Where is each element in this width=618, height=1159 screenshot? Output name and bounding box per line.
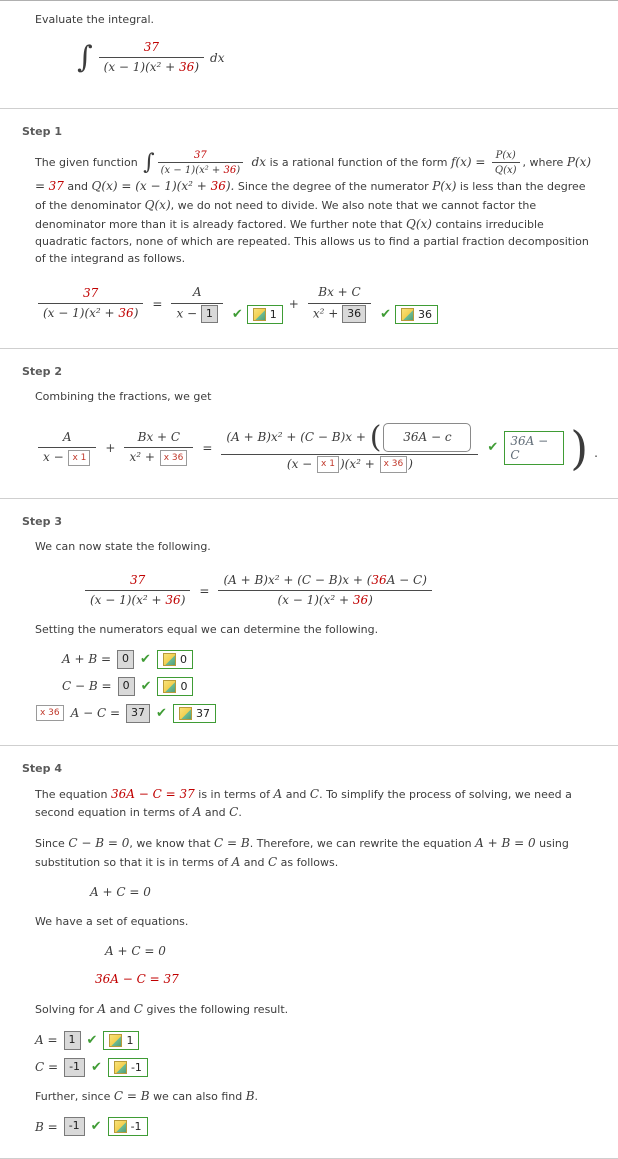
prev-answer-chip: x 1 [68,450,90,466]
text: and [243,855,265,869]
correct-check-icon: ✔ [140,678,152,694]
step4-answer-C [35,1058,598,1077]
equation-lhs: A + B = [62,652,112,667]
correct-check-icon: ✔ [156,705,167,721]
equation-lhs: B = [35,1119,58,1134]
answer-key[interactable] [103,1031,139,1050]
step2-section [0,349,618,497]
text: and [67,180,89,194]
problem-integral [77,38,598,78]
var-A: A [97,1002,107,1017]
text: and [285,787,307,801]
lhs-fraction: $\frac{37}{\text{(x − 1)(x² + 36)}}$ [85,571,190,611]
plus-sign: + [105,440,116,455]
step3-line-1 [62,650,598,669]
math: C = B [214,835,250,850]
answer-input[interactable]: 0 [118,677,135,696]
step4-paragraph-1 [35,785,598,822]
step3-text2: Setting the numerators equal we can determine the following. [35,622,379,636]
prev-answer-chip: x 36 [160,450,188,466]
step3-label: Step 3 [22,514,62,528]
answer-input[interactable]: -1 [64,1058,85,1077]
equals-sign: = [152,296,163,311]
correct-check-icon: ✔ [231,307,243,323]
answer-key-value: 1 [126,1033,134,1047]
answer-key[interactable] [157,677,193,696]
answer-key-icon [253,308,266,321]
step4-paragraph-5 [35,1087,598,1106]
step1-label: Step 1 [22,124,62,138]
text: contains irreducible quadratic factors, none of which are repeated. This allows us to find a partial fraction decomposition of the integrand as follows. [35,217,589,266]
step2-intro: Combining the fractions, we get [35,390,212,404]
math-fx: f(x) = [450,154,486,169]
text: is a rational function of the form [269,155,448,169]
answer-key[interactable] [247,305,283,324]
answer-key[interactable] [157,650,193,669]
text: The given function [35,155,138,169]
text: The equation [35,787,108,801]
step1-decomposition-equation [35,283,598,324]
correct-check-icon: ✔ [90,1119,102,1135]
integral-icon: ∫ [143,149,155,175]
answer-key-value: 37 [195,706,210,720]
value-37: 37 [48,179,64,194]
equation-lhs: A = [35,1033,58,1048]
text: Since [35,836,65,850]
math-px: P(x) [432,179,457,194]
var-C: C [267,854,278,869]
var-C: C [229,805,239,820]
step4-label: Step 4 [22,761,62,775]
math-qx: Q(x) [144,197,171,212]
answer-key-value: 1 [269,308,277,322]
grading-1 [232,305,283,324]
answer-input-large[interactable]: 36A − c [383,423,471,452]
answer-key[interactable] [395,305,438,324]
text: . To simplify the process of solving, we need a second equation in terms of [35,787,572,820]
step1-paragraph [35,148,598,267]
lhs-fraction: $\frac{37}{\text{(x − 1)(x² + 36)}}$ [38,284,143,324]
text: we can also find [153,1089,243,1103]
problem-prompt: Evaluate the integral. [35,13,155,26]
step3-equation [82,571,598,611]
answer-key-value: 0 [179,652,187,666]
answer-input[interactable]: 37 [126,704,150,723]
step1-section [0,109,618,349]
answer-key-icon [163,653,176,666]
answer-key-value: -1 [130,1060,142,1074]
integrand-fraction: $\frac{37}{\text{(x − 1)(x² + 36)}}$ [158,148,243,178]
step4-system-eq-2: 36A − C = 37 [95,972,179,987]
fraction-numerator: 37 [143,40,159,54]
step3-line-2 [62,677,598,696]
math-px: P(x) = [35,154,592,194]
text: using substitution so that it is in terms of [35,836,569,869]
step3-line-3 [35,704,598,723]
step4-paragraph-4 [35,1000,598,1019]
text: , we know that [129,836,211,850]
prev-answer-chip: x 36 [380,456,408,472]
partial-fraction-2: $\frac{Bx + C}{\text{x² + x 36}}$ [124,428,193,468]
text: Further, since [35,1089,111,1103]
answer-key[interactable] [173,704,216,723]
answer-key[interactable] [108,1058,148,1077]
prev-answer-chip: x 1 [317,456,339,472]
answer-input[interactable]: -1 [64,1117,85,1136]
step4-section [0,746,618,1159]
math: C = B [113,1088,150,1103]
answer-key-icon [114,1061,127,1074]
math-qx: Q(x) [406,216,432,231]
text: and [109,1003,131,1017]
var-B: B [245,1088,255,1103]
var-A: A [192,805,202,820]
equation-lhs: A − C = [70,706,121,721]
text: is in terms of [198,787,271,801]
integrand-fraction [99,38,204,78]
prev-answer-chip: x 36 [36,705,64,721]
partial-fraction-2: $\frac{Bx + C}{\text{x² + 36}}$ [308,283,371,324]
correct-check-icon: ✔ [91,1059,102,1075]
problem-section [0,1,618,108]
step4-system-eq-1: A + C = 0 [105,944,166,959]
math: C − B = 0 [68,835,130,850]
text: as follows. [280,855,339,869]
answer-key-icon [163,680,176,693]
answer-input[interactable]: 1 [201,305,218,324]
correct-check-icon: ✔ [86,1032,98,1048]
step4-paragraph-3: We have a set of equations. [35,915,189,929]
text: , where [522,155,564,169]
plus-sign: + [288,296,299,311]
step4-paragraph-2 [35,834,598,871]
correct-check-icon: ✔ [380,307,392,323]
correct-check-icon: ✔ [487,440,499,456]
text: and [204,806,226,820]
text: gives the following result. [146,1003,289,1017]
period: . [594,445,598,460]
equals-sign: = [202,440,213,455]
step3-section [0,499,618,745]
var-A: A [231,854,241,869]
partial-fraction-1: $\frac{A}{x - 1}$ [171,283,222,324]
answer-key-value: 36 [418,308,433,322]
step4-answer-B [35,1117,598,1136]
dx-term: dx [210,50,225,65]
var-C: C [309,786,320,801]
answer-key[interactable] [504,431,564,465]
var-A: A [273,786,283,801]
step4-answer-A [35,1031,598,1050]
text: , we do not need to divide. We also note that we cannot factor the denominator more than it is already factored. We further note that [35,198,537,231]
text: Since the degree of the numerator [237,180,429,194]
answer-key-value: -1 [130,1120,142,1134]
step3-intro: We can now state the following. [35,539,211,553]
rhs-fraction: $\frac{\text{(A + B)x² + (C − B)x + (36A − C)}}{\text{(x − 1)(x² + 36)}}$ [218,571,431,611]
text: . [254,1089,259,1103]
math-qx-def: Q(x) = (x − 1)(x² + 36). [91,179,235,194]
equation-lhs: C = [35,1060,59,1075]
combined-fraction: $\frac{\text{(A + B)x² + (C − B)x + ( 36A − c}}{\text{(x − x 1 )(x² + x 36 )}}$ [221,422,478,474]
answer-key-value: 0 [180,679,188,693]
answer-key[interactable] [108,1117,148,1136]
text: Solving for [35,1003,94,1017]
var-C: C [133,1002,143,1017]
equals-sign: = [199,583,210,598]
equation-lhs: C − B = [62,679,112,694]
step4-substituted-equation: A + C = 0 [90,885,151,900]
close-paren: ) [570,420,589,475]
dx-term: dx [251,154,267,169]
step2-label: Step 2 [22,365,62,379]
integral-icon: ∫ [77,39,93,75]
answer-input[interactable]: 0 [117,650,134,669]
text: . [238,806,242,820]
answer-key-icon [114,1120,127,1133]
answer-key-icon [179,707,192,720]
answer-key-icon [401,308,414,321]
text: . Therefore, we can rewrite the equation [249,836,472,850]
grading-2 [380,305,438,324]
inline-integral [143,148,246,178]
open-paren: ( [369,419,382,455]
answer-key-icon [109,1034,122,1047]
answer-key-value: 36A − C [510,433,549,462]
step2-combined-equation [35,419,598,475]
correct-check-icon: ✔ [140,651,151,667]
pq-fraction: $\frac{P(x)}{Q(x)}$ [492,148,520,178]
fraction-denominator: (x − 1)(x² + 36) [99,57,204,77]
answer-input[interactable]: 36 [342,305,366,324]
partial-fraction-1: $\frac{A}{x - x 1}$ [38,428,96,468]
text: is less than the degree of the denominator [35,180,586,212]
red-equation: 36A − C = 37 [111,786,195,801]
answer-input[interactable]: 1 [64,1031,81,1050]
math: A + B = 0 [475,835,536,850]
